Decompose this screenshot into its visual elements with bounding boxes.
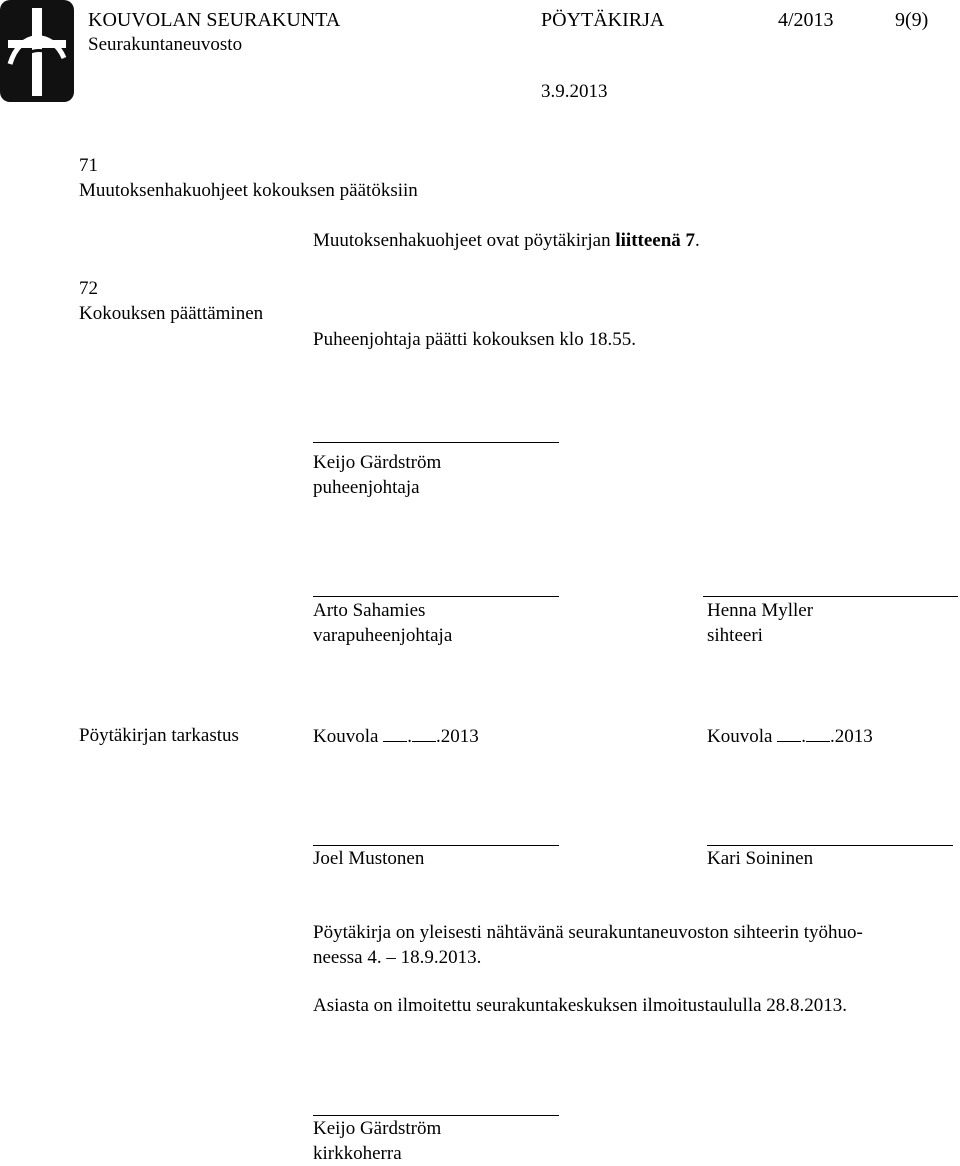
section-number: 72: [79, 278, 98, 299]
council-name: Seurakuntaneuvosto: [88, 34, 243, 55]
reviewer-1-name: Joel Mustonen: [313, 848, 425, 869]
document-type: PÖYTÄKIRJA: [541, 9, 665, 31]
public-notice-line-1: Pöytäkirja on yleisesti nähtävänä seurakuntaneuvoston sihteerin työhuo-: [313, 922, 863, 943]
announcement-notice: Asiasta on ilmoitettu seurakuntakeskuksen ilmoitustaululla 28.8.2013.: [313, 995, 848, 1016]
vice-chair-role: varapuheenjohtaja: [313, 625, 453, 646]
parish-cross-logo: [0, 0, 74, 102]
date-blank: [383, 725, 407, 742]
signature-line: [313, 1115, 559, 1116]
secretary-name: Henna Myller: [707, 600, 814, 621]
reviewer-2-name: Kari Soininen: [707, 848, 814, 869]
section-title: Kokouksen päättäminen: [79, 303, 264, 324]
secretary-role: sihteeri: [707, 625, 763, 646]
chair-role: puheenjohtaja: [313, 477, 420, 498]
page-number: 9(9): [895, 9, 929, 31]
document-number: 4/2013: [778, 9, 834, 31]
review-label: Pöytäkirjan tarkastus: [79, 725, 239, 746]
section-text: Muutoksenhakuohjeet ovat pöytäkirjan liitteenä 7.: [313, 230, 700, 251]
review-date-1: Kouvola . .2013: [313, 726, 479, 747]
date-blank: [777, 725, 801, 742]
date-blank: [806, 725, 830, 742]
signature-line: [313, 442, 559, 443]
vice-chair-name: Arto Sahamies: [313, 600, 426, 621]
section-title: Muutoksenhakuohjeet kokouksen päätöksiin: [79, 180, 418, 201]
attachment-reference: liitteenä 7: [615, 230, 696, 251]
organization-name: KOUVOLAN SEURAKUNTA: [88, 9, 341, 31]
vicar-name: Keijo Gärdström: [313, 1118, 442, 1139]
section-number: 71: [79, 155, 98, 176]
date-blank: [412, 725, 436, 742]
signature-line: [313, 596, 559, 597]
review-date-2: Kouvola . .2013: [707, 726, 873, 747]
signature-line: [313, 845, 559, 846]
public-notice-line-2: neessa 4. – 18.9.2013.: [313, 947, 482, 968]
vicar-role: kirkkoherra: [313, 1143, 402, 1164]
section-text: Puheenjohtaja päätti kokouksen klo 18.55.: [313, 329, 636, 350]
chair-name: Keijo Gärdström: [313, 452, 442, 473]
signature-line: [707, 845, 953, 846]
meeting-date: 3.9.2013: [541, 81, 608, 102]
signature-line: [703, 596, 958, 597]
